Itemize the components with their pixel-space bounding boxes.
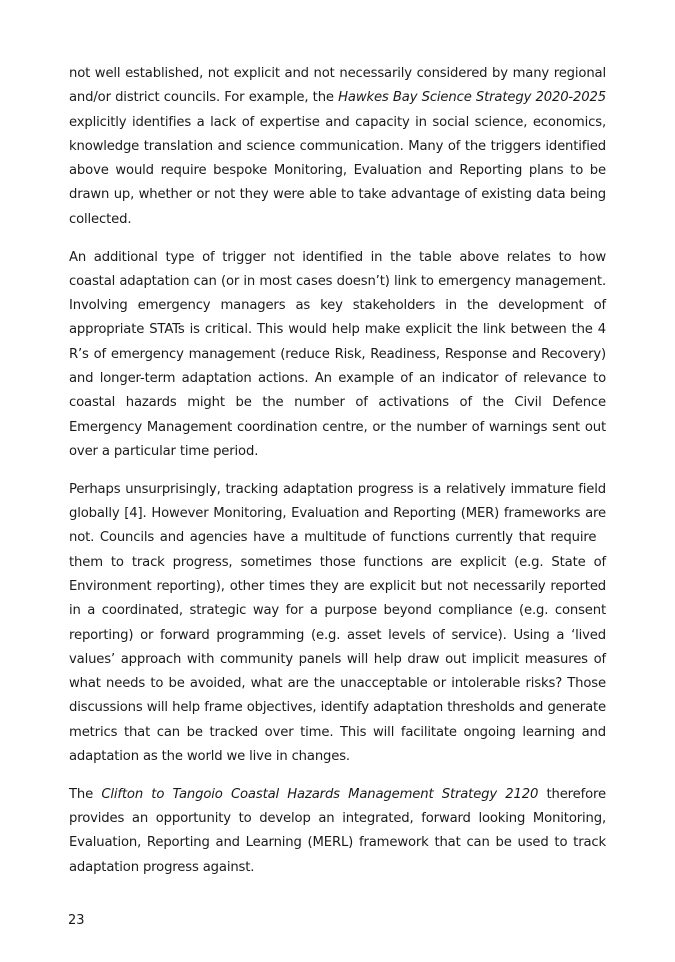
page-number: 23 [68,913,85,928]
paragraph-1-text-2: explicitly identifies a lack of expertise and capacity in social science, economics, knowledge translation and science communication. Many of the triggers identified above would require bespoke Monitoring, Evaluation and Reporting plans to be drawn up, whether or not they were able to take advantage of existing data being collected. [69,114,606,227]
body-text [69,62,606,894]
paragraph-2 [69,246,606,465]
paragraph-4-text-1: The [69,786,102,802]
paragraph-3-text: Perhaps unsurprisingly, tracking adaptation progress is a relatively immature field globally [4]. However Monitoring, Evaluation and Reporting (MER) frameworks are not. Councils and agencies have a multitude of functions currently that require them to track progress, sometimes those functions are explicit (e.g. State of Environment reporting), other times they are explicit but not necessarily reported in a coordinated, strategic way for a purpose beyond compliance (e.g. consent reporting) or forward programming (e.g. asset levels of service). Using a ‘lived values’ approach with community panels will help draw out implicit measures of what needs to be avoided, what are the unacceptable or intolerable risks? Those discussions will help frame objectives, identify adaptation thresholds and generate metrics that can be tracked over time. This will facilitate ongoing learning and adaptation as the world we live in changes. [69,481,606,765]
paragraph-1-strategy-title: Hawkes Bay Science Strategy 2020-2025 [338,90,606,106]
paragraph-1 [69,62,606,232]
paragraph-4-strategy-title: Clifton to Tangoio Coastal Hazards Management Strategy 2120 [101,786,539,802]
paragraph-4 [69,783,606,880]
paragraph-2-text: An additional type of trigger not identified in the table above relates to how coastal adaptation can (or in most cases doesn’t) link to emergency management. Involving emergency managers as key stakeholders in the development of appropriate STATs is critical. This would help make explicit the link between the 4 R’s of emergency management (reduce Risk, Readiness, Response and Recovery) and longer-term adaptation actions. An example of an indicator of relevance to coastal hazards might be the number of activations of the Civil Defence Emergency Management coordination centre, or the number of warnings sent out over a particular time period. [69,249,606,459]
paragraph-3 [69,478,606,770]
paragraph-4-text-2: therefore provides an opportunity to develop an integrated, forward looking Monitoring, Evaluation, Reporting and Learning (MERL) framework that can be used to track adaptation progress against. [69,786,606,875]
paragraph-1-text-1: not well established, not explicit and not necessarily considered by many regional and/or district councils. For example, the [69,66,606,106]
